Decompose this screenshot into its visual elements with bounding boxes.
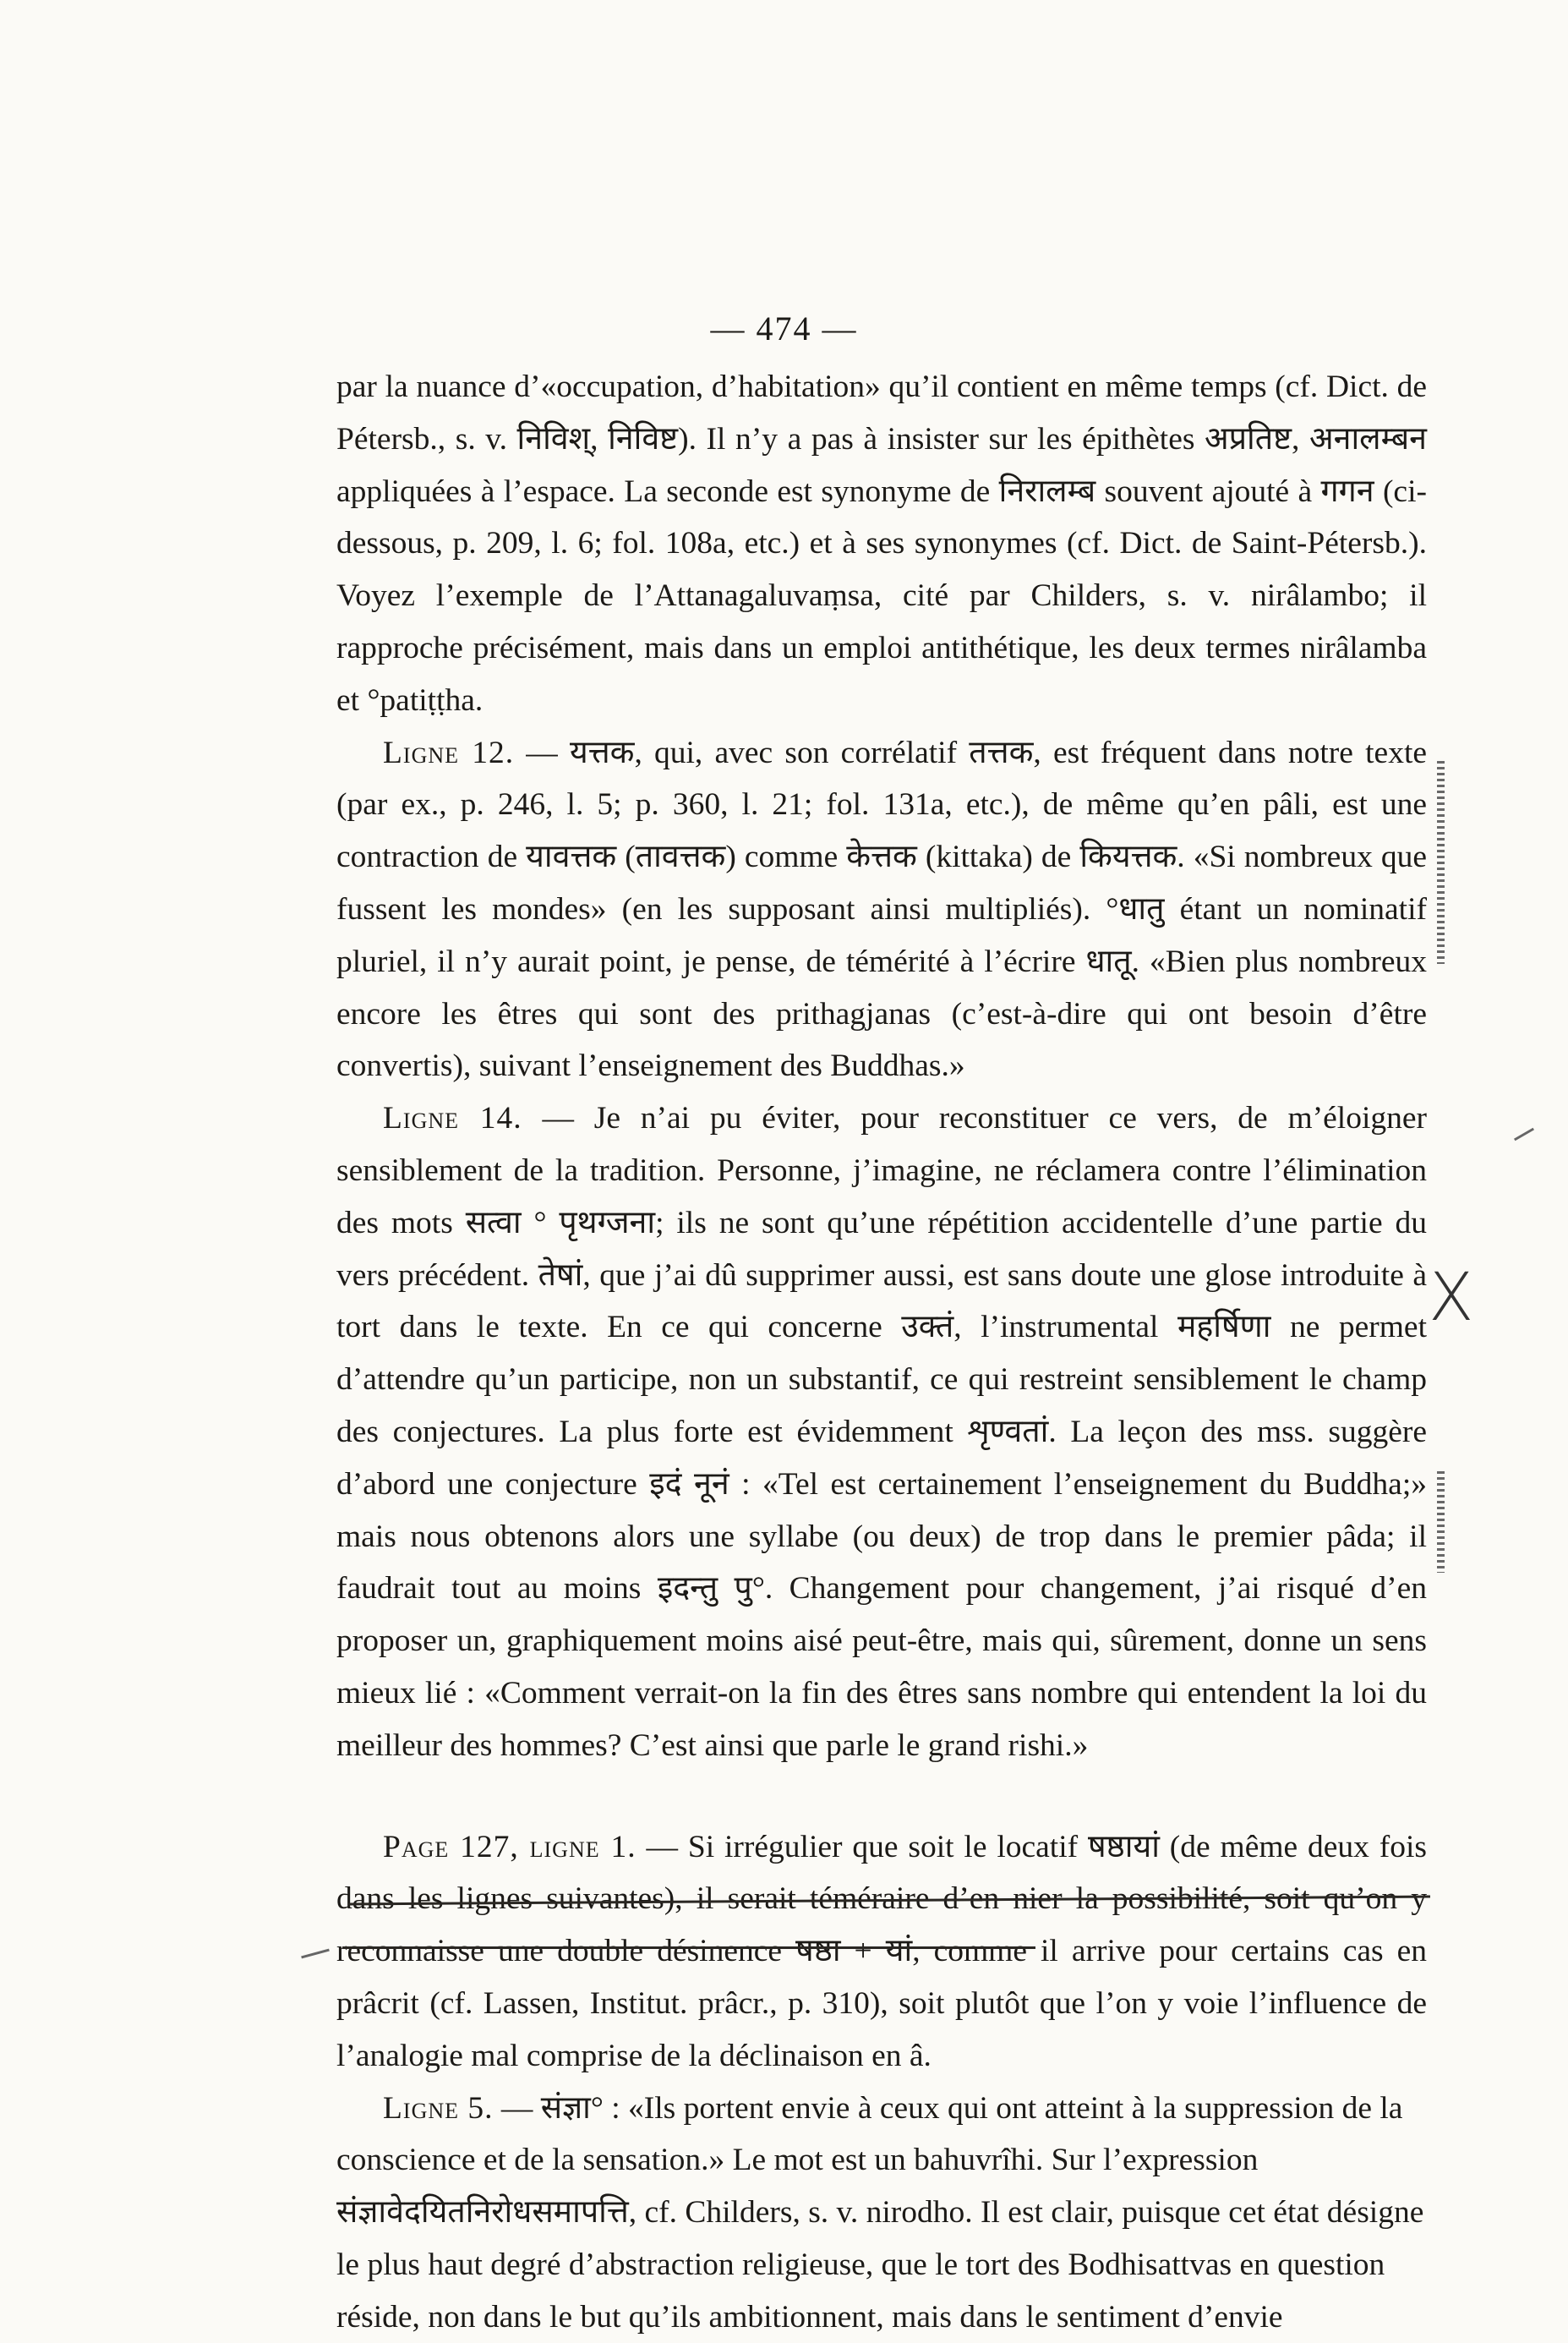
paragraph-heading: Ligne 5. <box>383 2091 494 2126</box>
paragraph-ligne-5 <box>336 2083 1427 2343</box>
paragraph-text: par la nuance d’«occupation, d’habitation» qu’il contient en même temps (cf. Dict. de Pétersb., s. v. निविश्, निविष्ट). Il n’y a pas à insister sur les épithètes अप्रतिष्ट, अनालम्बन appliquées à l’espace. La seconde est synonyme de निरालम्ब souvent ajouté à गगन (ci-dessous, p. 209, l. 6; fol. 108a, etc.) et à ses synonymes (cf. Dict. de Saint-Pétersb.). Voyez l’exemple de l’Attanagaluvaṃsa, cité par Childers, s. v. nirâlambo; il rapproche précisément, mais dans un emploi antithétique, les deux termes nirâlamba et °patiṭṭha. <box>336 370 1427 718</box>
paragraph-ligne-12 <box>336 727 1427 1093</box>
page-number: — 474 — <box>0 309 1568 348</box>
paragraph-continuation <box>336 361 1427 727</box>
margin-tick-left <box>301 1949 330 1959</box>
paragraph-text: — यत्तक, qui, avec son corrélatif तत्तक, est fréquent dans notre texte (par ex., p. 246, l. 5; p. 360, l. 21; fol. 131a, etc.), de même qu’en pâli, est une contraction de यावत्तक (तावत्तक) comme केत्तक (kittaka) de कियत्तक. «Si nombreux que fussent les mondes» (en les supposant ainsi multipliés). °धातु étant un nominatif pluriel, il n’y aurait point, je pense, de témérité à l’écrire धातू. «Bien plus nombreux encore les êtres qui sont des prithagjanas (c’est-à-dire qui ont besoin d’être convertis), suivant l’enseignement des Buddhas.» <box>336 736 1427 1084</box>
paragraph-page-127 <box>336 1821 1427 2083</box>
paragraph-heading: Ligne 14. <box>383 1101 522 1136</box>
paragraph-text: — संज्ञा° : «Ils portent envie à ceux qui ont atteint à la suppression de la conscience et de la sensation.» Le mot est un bahuvrîhi. Sur l’expression संज्ञावेदयितनिरोधसमापत्ति, cf. Childers, s. v. nirodho. Il est clair, puisque cet état désigne le plus haut degré d’abstraction religieuse, que le tort des Bodhisattvas en question réside, non dans le but qu’ils ambitionnent, mais dans le sentiment d’envie <box>336 2091 1423 2335</box>
document-body <box>336 361 1427 2343</box>
paragraph-heading: Ligne 12. <box>383 736 514 770</box>
paragraph-text: — Je n’ai pu éviter, pour reconstituer ce vers, de m’éloigner sensiblement de la tradition. Personne, j’imagine, ne réclamera contre l’élimination des mots सत्वा ° पृथग्जना; ils ne sont qu’une répétition accidentelle d’une partie du vers précédent. तेषां, que j’ai dû supprimer aussi, est sans doute une glose introduite à tort dans le texte. En ce qui concerne उक्तं, l’instrumental महर्षिणा ne permet d’attendre qu’un participe, non un substantif, ce qui restreint sensiblement le champ des conjectures. La plus forte est évidemment शृण्वतां. La leçon des mss. suggère d’abord une conjecture इदं नूनं : «Tel est certainement l’enseignement du Buddha;» mais nous obtenons alors une syllabe (ou deux) de trop dans le premier pâda; il faudrait tout au moins इदन्तु पु°. Changement pour changement, j’ai risqué d’en proposer un, graphiquement moins aisé peut-être, mais qui, sûrement, donne un sens mieux lié : «Comment verrait-on la fin des êtres sans nombre qui entendent la loi du meilleur des hommes? C’est ainsi que parle le grand rishi.» <box>336 1101 1427 1763</box>
paragraph-text: — Si irrégulier que soit le locatif षष्ठायां (de même deux fois dans les lignes suivantes), il serait téméraire d’en nier la possibilité, soit qu’on y reconnaisse une double désinence षष्ठा + यां, comme il arrive pour certains cas en prâcrit (cf. Lassen, Institut. prâcr., p. 310), soit plutôt que l’on y voie l’influence de l’analogie mal comprise de la déclinaison en â. <box>336 1830 1427 2073</box>
margin-x-mark: X <box>1429 1260 1473 1336</box>
paragraph-ligne-14 <box>336 1092 1427 1771</box>
margin-bar-bottom <box>1437 1471 1445 1573</box>
pencil-underline-2 <box>342 1946 1035 1949</box>
paragraph-heading: Page 127, ligne 1. <box>383 1830 636 1864</box>
margin-bar-top <box>1437 761 1445 964</box>
margin-tick-right <box>1514 1128 1534 1141</box>
